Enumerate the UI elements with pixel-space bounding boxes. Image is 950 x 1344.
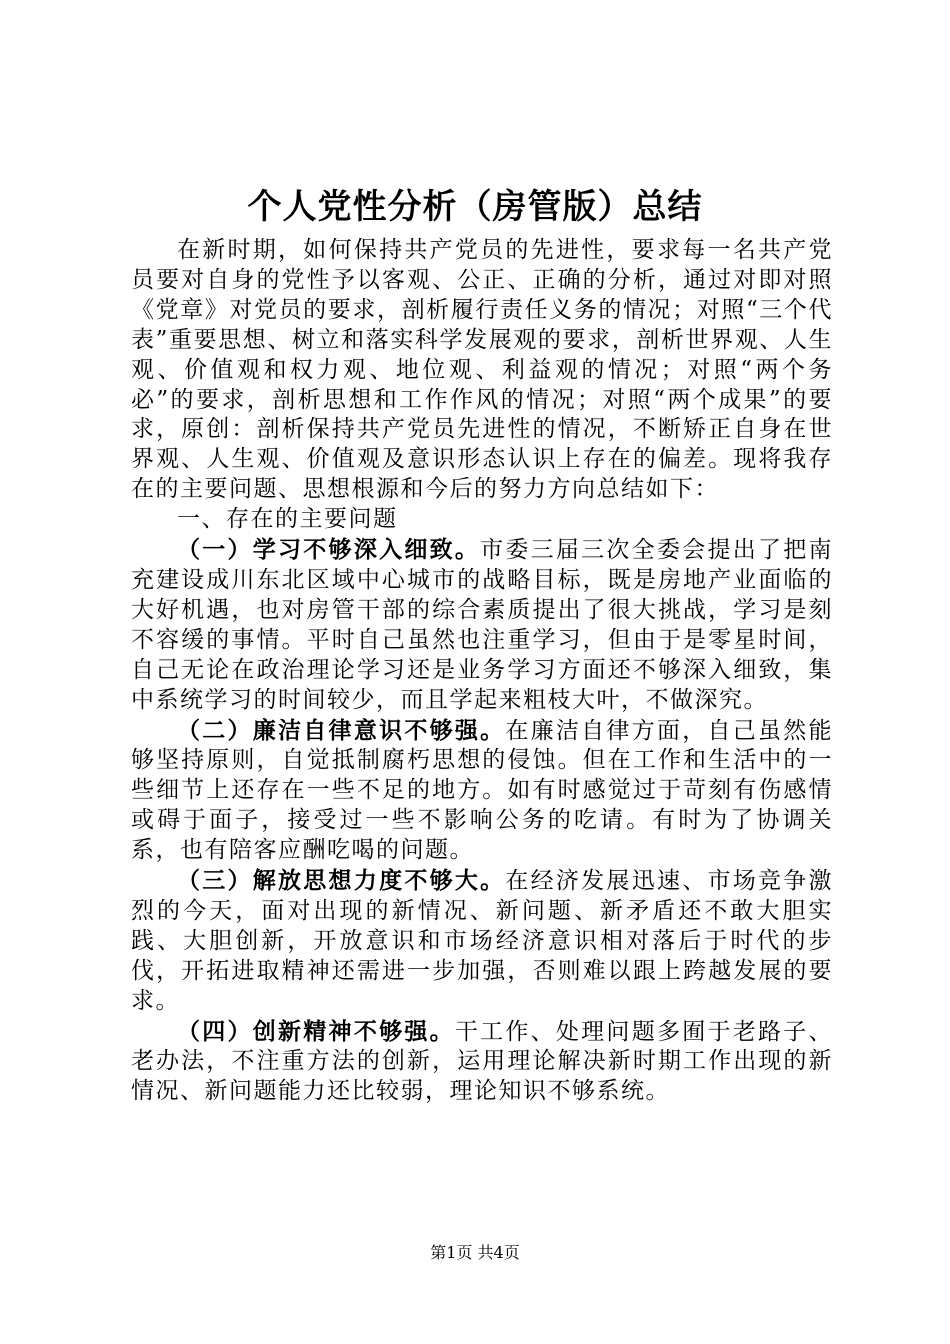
- problem-item-1: [131, 535, 833, 715]
- document-title: 个人党性分析（房管版）总结: [247, 187, 703, 227]
- document-body: [131, 236, 833, 1107]
- problem-item-2: [131, 716, 833, 867]
- section-heading-problems: 一、存在的主要问题: [177, 506, 398, 533]
- problem-item-3: [131, 866, 833, 1017]
- problem-item-4: [131, 1017, 833, 1108]
- problem-item-4-heading: （四）创新精神不够强。: [177, 1017, 455, 1045]
- problem-item-2-heading: （二）廉洁自律意识不够强。: [177, 716, 506, 744]
- problem-item-4-text: 干工作、处理问题多囿于老路子、老办法，不注重方法的创新，运用理论解决新时期工作出现的新情况、新问题能力还比较弱，理论知识不够系统。: [131, 1018, 834, 1105]
- problem-item-3-heading: （三）解放思想力度不够大。: [177, 867, 506, 895]
- problem-item-1-heading: （一）学习不够深入细致。: [177, 536, 481, 564]
- problem-item-3-text: 在经济发展迅速、市场竞争激烈的今天，面对出现的新情况、新问题、新矛盾还不敢大胆实践、大胆创新，开放意识和市场经济意识相对落后于时代的步伐，开拓进取精神还需进一步加强，否则难以跟上跨越发展的要求。: [131, 868, 834, 1014]
- problem-item-1-text: 市委三届三次全委会提出了把南充建设成川东北区域中心城市的战略目标，既是房地产业面临的大好机遇，也对房管干部的综合素质提出了很大挑战，学习是刻不容缓的事情。平时自己虽然也注重学习，但由于是零星时间，自己无论在政治理论学习还是业务学习方面还不够深入细致，集中系统学习的时间较少，而且学起来粗枝大叶，不做深究。: [131, 537, 834, 713]
- problem-item-2-text: 在廉洁自律方面，自己虽然能够坚持原则，自觉抵制腐朽思想的侵蚀。但在工作和生活中的一些细节上还存在一些不足的地方。如有时感觉过于苛刻有伤感情或碍于面子，接受过一些不影响公务的吃请。有时为了协调关系，也有陪客应酬吃喝的问题。: [131, 717, 834, 864]
- intro-paragraph: 在新时期，如何保持共产党员的先进性，要求每一名共产党员要对自身的党性予以客观、公正、正确的分析，通过对即对照《党章》对党员的要求，剖析履行责任义务的情况；对照“三个代表”重要思想、树立和落实科学发展观的要求，剖析世界观、人生观、价值观和权力观、地位观、利益观的情况；对照“两个务必”的要求，剖析思想和工作作风的情况；对照“两个成果”的要求，原创：剖析保持共产党员先进性的情况，不断矫正自身在世界观、人生观、价值观及意识形态认识上存在的偏差。现将我存在的主要问题、思想根源和今后的努力方向总结如下：: [131, 237, 833, 503]
- page-footer: 第1页 共4页: [430, 1243, 520, 1262]
